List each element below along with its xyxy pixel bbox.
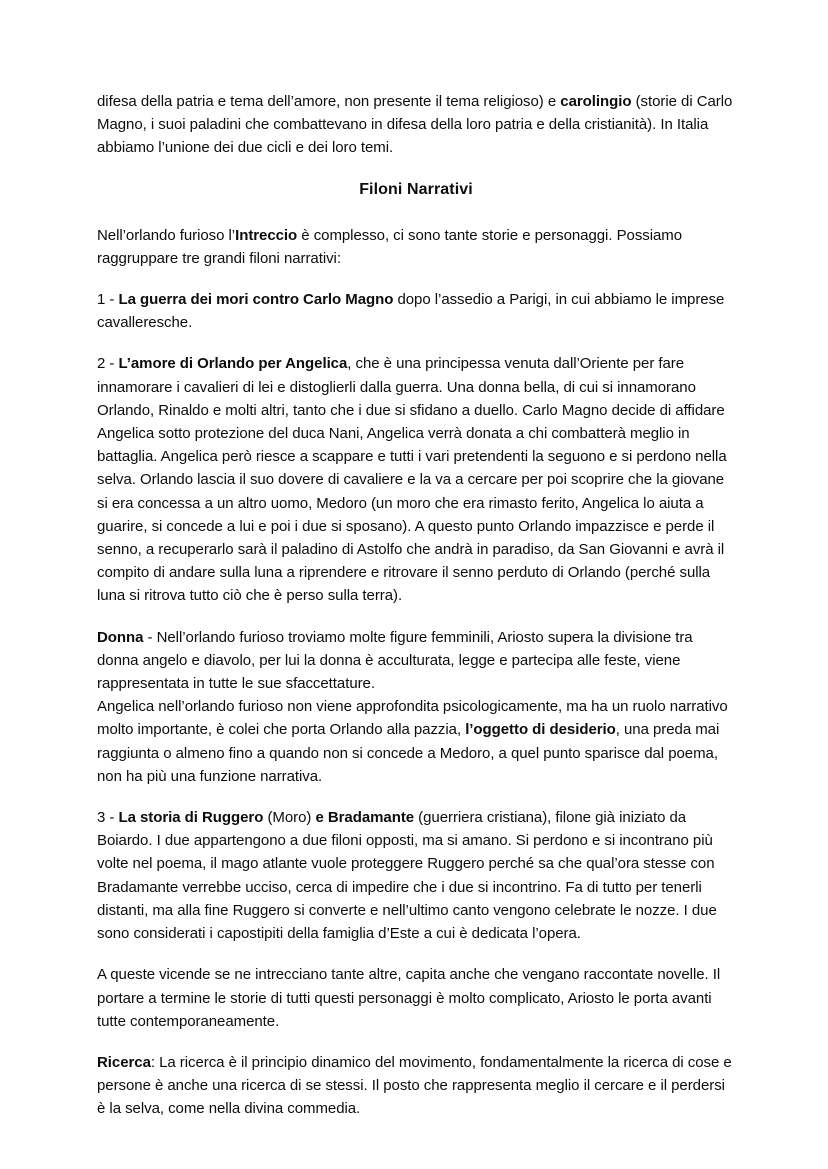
paragraph-filone-2-amore: 2 - L’amore di Orlando per Angelica, che è una principessa venuta dall’Oriente per fare innamorare i cavalieri di lei e distoglierli dalla guerra. Una donna bella, di cui si innamorano Orlando, Rinaldo e molti altri, tanto che i due si sfidano a duello. Carlo Magno decide di affidare Angelica sotto protezione del duca Nani, Angelica verrà donata a chi combatterà meglio in battaglia. Angelica però riesce a scappare e tutti i vari pretendenti la seguono e si perdono nella selva. Orlando lascia il suo dovere di cavaliere e la va a cercare per poi scoprire che la giovane si era concessa a un altro uomo, Medoro (un moro che era rimasto ferito, Angelica lo aiuta a guarire, si concede a lui e poi i due si sposano). A questo punto Orlando impazzisce e perde il senno, a recuperarlo sarà il paladino di Astolfo che andrà in paradiso, da San Giovanni e avrà il compito di andare sulla luna a riprendere e ritrovare il senno perduto di Orlando (perché sulla luna si ritrova tutto ciò che è perso sulla terra).	[97, 355, 727, 605]
paragraph-intro-cycles: difesa della patria e tema dell’amore, non presente il tema religioso) e carolingio (storie di Carlo Magno, i suoi paladini che combattevano in difesa della loro patria e della cristianità). In Italia abbiamo l’unione dei due cicli e dei loro temi.	[97, 93, 733, 157]
paragraph-ricerca: Ricerca: La ricerca è il principio dinamico del movimento, fondamentalmente la ricerca di cose e persone è anche una ricerca di se stessi. Il posto che rappresenta meglio il cercare e il perdersi è la selva, come nella divina commedia.	[97, 1053, 732, 1118]
paragraph-filone-1-guerra: 1 - La guerra dei mori contro Carlo Magno dopo l’assedio a Parigi, in cui abbiamo le imprese cavalleresche.	[97, 291, 725, 332]
paragraph-filone-3-ruggero: 3 - La storia di Ruggero (Moro) e Bradamante (guerriera cristiana), filone già iniziato da Boiardo. I due appartengono a due filoni opposti, ma si amano. Si perdono e si incontrano più volte nel poema, il mago atlante vuole proteggere Ruggero perché sa che qual’ora stesse con Bradamante verrebbe ucciso, cerca di impedire che i due si incontrino. Fa di tutto per tenerli distanti, ma alla fine Ruggero si converte e nell’ultimo canto vengono celebrate le nozze. I due sono considerati i capostipiti della famiglia d’Este a cui è dedicata l’opera.	[97, 809, 717, 943]
paragraph-donna: Donna - Nell’orlando furioso troviamo molte figure femminili, Ariosto supera la divisione tra donna angelo e diavolo, per lui la donna è acculturata, legge e partecipa alle feste, viene rappresentata in tutte le sue sfaccettature. Angelica nell’orlando furioso non viene approfondita psicologicamente, ma ha un ruolo narrativo molto importante, è colei che porta Orlando alla pazzia, l’oggetto di desiderio, una preda mai raggiunta o almeno fino a quando non si concede a Medoro, a quel punto sparisce dal poema, non ha più una funzione narrativa.	[97, 628, 728, 785]
document-body	[97, 90, 735, 1139]
page-title: Filoni Narrativi	[359, 180, 473, 198]
paragraph-vicende-intrecciate: A queste vicende se ne intrecciano tante altre, capita anche che vengano raccontate novelle. Il portare a termine le storie di tutti questi personaggi è molto complicato, Ariosto le porta avanti tutte contemporaneamente.	[97, 966, 721, 1030]
paragraph-intreccio: Nell’orlando furioso l’Intreccio è complesso, ci sono tante storie e personaggi. Possiamo raggruppare tre grandi filoni narrativi:	[97, 226, 683, 267]
